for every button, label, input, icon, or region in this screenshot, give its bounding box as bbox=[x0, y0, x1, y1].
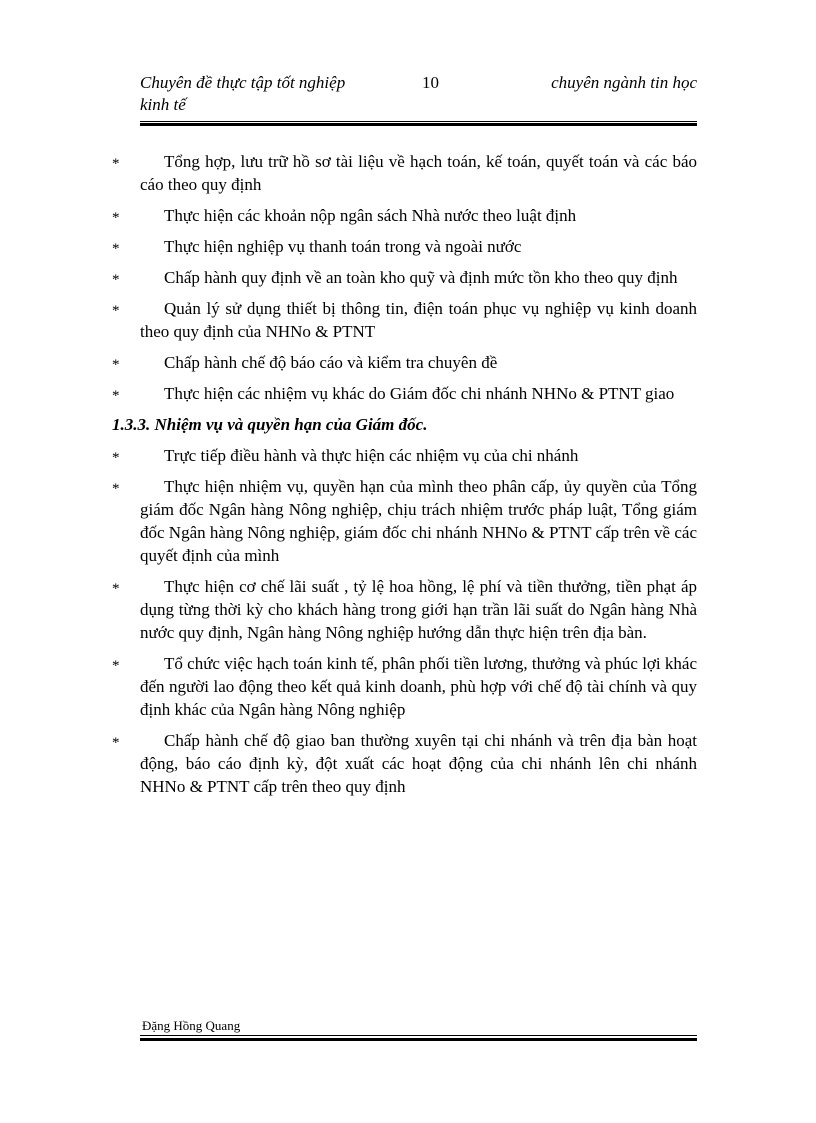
list-item-text: Tổng hợp, lưu trữ hồ sơ tài liệu về hạch toán, kế toán, quyết toán và các báo cáo theo quy định bbox=[140, 152, 697, 194]
section-heading: 1.3.3. Nhiệm vụ và quyền hạn của Giám đốc. bbox=[112, 415, 428, 434]
header-right: chuyên ngành tin học bbox=[551, 73, 697, 92]
list-item bbox=[112, 475, 697, 567]
header-title-line1: Chuyên đề thực tập tốt nghiệp bbox=[140, 73, 346, 92]
list-item-text: Trực tiếp điều hành và thực hiện các nhiệm vụ của chi nhánh bbox=[164, 446, 579, 465]
list-item bbox=[112, 150, 697, 196]
list-item bbox=[112, 444, 697, 467]
page-number: 10 bbox=[422, 73, 439, 92]
list-item bbox=[112, 204, 697, 227]
list-item bbox=[112, 575, 697, 644]
list-item bbox=[112, 729, 697, 798]
list-item-text: Quản lý sử dụng thiết bị thông tin, điện toán phục vụ nghiệp vụ kinh doanh theo quy định của NHNo & PTNT bbox=[140, 299, 697, 341]
bullet-star-icon: * bbox=[112, 450, 120, 466]
footer-author: Đặng Hồng Quang bbox=[142, 1018, 241, 1033]
list-item-text: Tổ chức việc hạch toán kinh tế, phân phối tiền lương, thưởng và phúc lợi khác đến người lao động theo kết quả kinh doanh, phù hợp với chế độ tài chính và quy định khác của Ngân hàng Nông nghiệp bbox=[140, 654, 697, 719]
list-item-text: Thực hiện các nhiệm vụ khác do Giám đốc chi nhánh NHNo & PTNT giao bbox=[164, 384, 675, 403]
bullet-star-icon: * bbox=[112, 481, 120, 497]
page-header bbox=[140, 72, 697, 118]
footer-rule bbox=[140, 1035, 697, 1041]
bullet-star-icon: * bbox=[112, 658, 120, 674]
list-item-text: Thực hiện nhiệm vụ, quyền hạn của mình theo phân cấp, ủy quyền của Tổng giám đốc Ngân hàng Nông nghiệp, chịu trách nhiệm trước pháp luật, Tổng giám đốc Ngân hàng Nông nghiệp, giám đốc chi nhánh NHNo & PTNT cấp trên về các quyết định của mình bbox=[140, 477, 697, 565]
list-item bbox=[112, 235, 697, 258]
list-item bbox=[112, 382, 697, 405]
list-item-text: Thực hiện nghiệp vụ thanh toán trong và ngoài nước bbox=[164, 237, 522, 256]
page-body bbox=[112, 150, 697, 806]
header-title-line2: kinh tế bbox=[140, 95, 186, 114]
list-item-text: Thực hiện cơ chế lãi suất , tỷ lệ hoa hồng, lệ phí và tiền thưởng, tiền phạt áp dụng từng thời kỳ cho khách hàng trong giới hạn trần lãi suất do Ngân hàng Nhà nước quy định, Ngân hàng Nông nghiệp hướng dẫn thực hiện trên địa bàn. bbox=[140, 577, 697, 642]
bullet-star-icon: * bbox=[112, 388, 120, 404]
list-item bbox=[112, 351, 697, 374]
director-duties-list bbox=[112, 444, 697, 798]
header-rule bbox=[140, 121, 697, 126]
task-list bbox=[112, 150, 697, 405]
bullet-star-icon: * bbox=[112, 272, 120, 288]
list-item bbox=[112, 266, 697, 289]
list-item bbox=[112, 297, 697, 343]
list-item-text: Chấp hành quy định về an toàn kho quỹ và định mức tồn kho theo quy định bbox=[164, 268, 678, 287]
bullet-star-icon: * bbox=[112, 210, 120, 226]
list-item-text: Chấp hành chế độ báo cáo và kiểm tra chuyên đề bbox=[164, 353, 498, 372]
bullet-star-icon: * bbox=[112, 303, 120, 319]
bullet-star-icon: * bbox=[112, 156, 120, 172]
bullet-star-icon: * bbox=[112, 241, 120, 257]
bullet-star-icon: * bbox=[112, 581, 120, 597]
bullet-star-icon: * bbox=[112, 735, 120, 751]
list-item-text: Thực hiện các khoản nộp ngân sách Nhà nước theo luật định bbox=[164, 206, 577, 225]
header-left bbox=[140, 72, 345, 116]
list-item-text: Chấp hành chế độ giao ban thường xuyên tại chi nhánh và trên địa bàn hoạt động, báo cáo định kỳ, đột xuất các hoạt động của chi nhánh lên chi nhánh NHNo & PTNT cấp trên theo quy định bbox=[140, 731, 697, 796]
list-item bbox=[112, 652, 697, 721]
bullet-star-icon: * bbox=[112, 357, 120, 373]
